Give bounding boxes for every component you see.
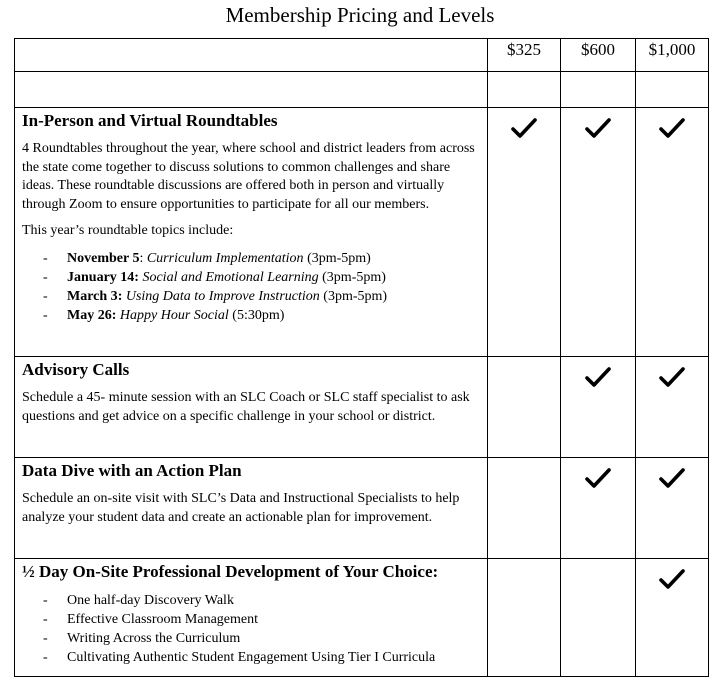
checkmark-icon	[659, 117, 685, 139]
checkmark-icon	[659, 366, 685, 388]
check-cell	[488, 357, 561, 458]
check-cell	[636, 357, 709, 458]
check-cell	[636, 458, 709, 559]
check-cell	[561, 108, 636, 357]
spacer-row	[15, 72, 709, 108]
check-cell	[561, 357, 636, 458]
check-cell	[488, 458, 561, 559]
checkmark-icon	[585, 366, 611, 388]
checkmark-icon	[585, 467, 611, 489]
row-title: Advisory Calls	[22, 360, 130, 379]
price-header-row	[15, 39, 709, 72]
check-cell	[488, 559, 561, 677]
checkmark-icon	[659, 467, 685, 489]
row-paragraph: 4 Roundtables throughout the year, where school and district leaders from across the state come together to discuss solutions to common challenges and share ideas. These roundtable discussions are offered both in person and virtually through Zoom to ensure opportunities to participate for all our members.	[22, 141, 475, 212]
list-item: - May 26: Happy Hour Social (5:30pm)	[22, 306, 481, 325]
row-paragraph: Schedule an on-site visit with SLC’s Data and Instructional Specialists to help analyze your student data and create an actionable plan for improvement.	[22, 491, 460, 525]
list-item: - Writing Across the Curriculum	[22, 629, 481, 648]
page-title: Membership Pricing and Levels	[225, 3, 495, 27]
check-cell	[636, 108, 709, 357]
row-title: In-Person and Virtual Roundtables	[22, 111, 278, 130]
advisory-calls-description	[15, 357, 488, 458]
header-blank-cell	[15, 39, 488, 72]
pd-options-list	[22, 591, 481, 667]
data-dive-description	[15, 458, 488, 559]
roundtables-description	[15, 108, 488, 357]
table-row	[15, 357, 709, 458]
check-cell	[636, 559, 709, 677]
price-325: $325	[488, 39, 561, 72]
checkmark-icon	[659, 568, 685, 590]
roundtable-topics-list	[22, 249, 481, 325]
table-row	[15, 458, 709, 559]
row-paragraph: Schedule a 45- minute session with an SLC Coach or SLC staff specialist to ask questions and get advice on a specific challenge in your school or district.	[22, 390, 470, 424]
row-paragraph: This year’s roundtable topics include:	[22, 223, 234, 238]
checkmark-icon	[511, 117, 537, 139]
list-item: - March 3: Using Data to Improve Instruction (3pm-5pm)	[22, 287, 481, 306]
list-item: - One half-day Discovery Walk	[22, 591, 481, 610]
row-title: Data Dive with an Action Plan	[22, 461, 242, 480]
table-row	[15, 559, 709, 677]
check-cell	[561, 559, 636, 677]
pricing-table	[14, 38, 709, 677]
professional-development-description	[15, 559, 488, 677]
price-1000: $1,000	[636, 39, 709, 72]
table-row	[15, 108, 709, 357]
check-cell	[488, 108, 561, 357]
list-item: - Cultivating Authentic Student Engagement Using Tier I Curricula	[22, 648, 481, 667]
list-item: - Effective Classroom Management	[22, 610, 481, 629]
checkmark-icon	[585, 117, 611, 139]
row-title: ½ Day On-Site Professional Development of Your Choice:	[22, 562, 439, 581]
list-item: - November 5: Curriculum Implementation (3pm-5pm)	[22, 249, 481, 268]
list-item: - January 14: Social and Emotional Learning (3pm-5pm)	[22, 268, 481, 287]
price-600: $600	[561, 39, 636, 72]
check-cell	[561, 458, 636, 559]
